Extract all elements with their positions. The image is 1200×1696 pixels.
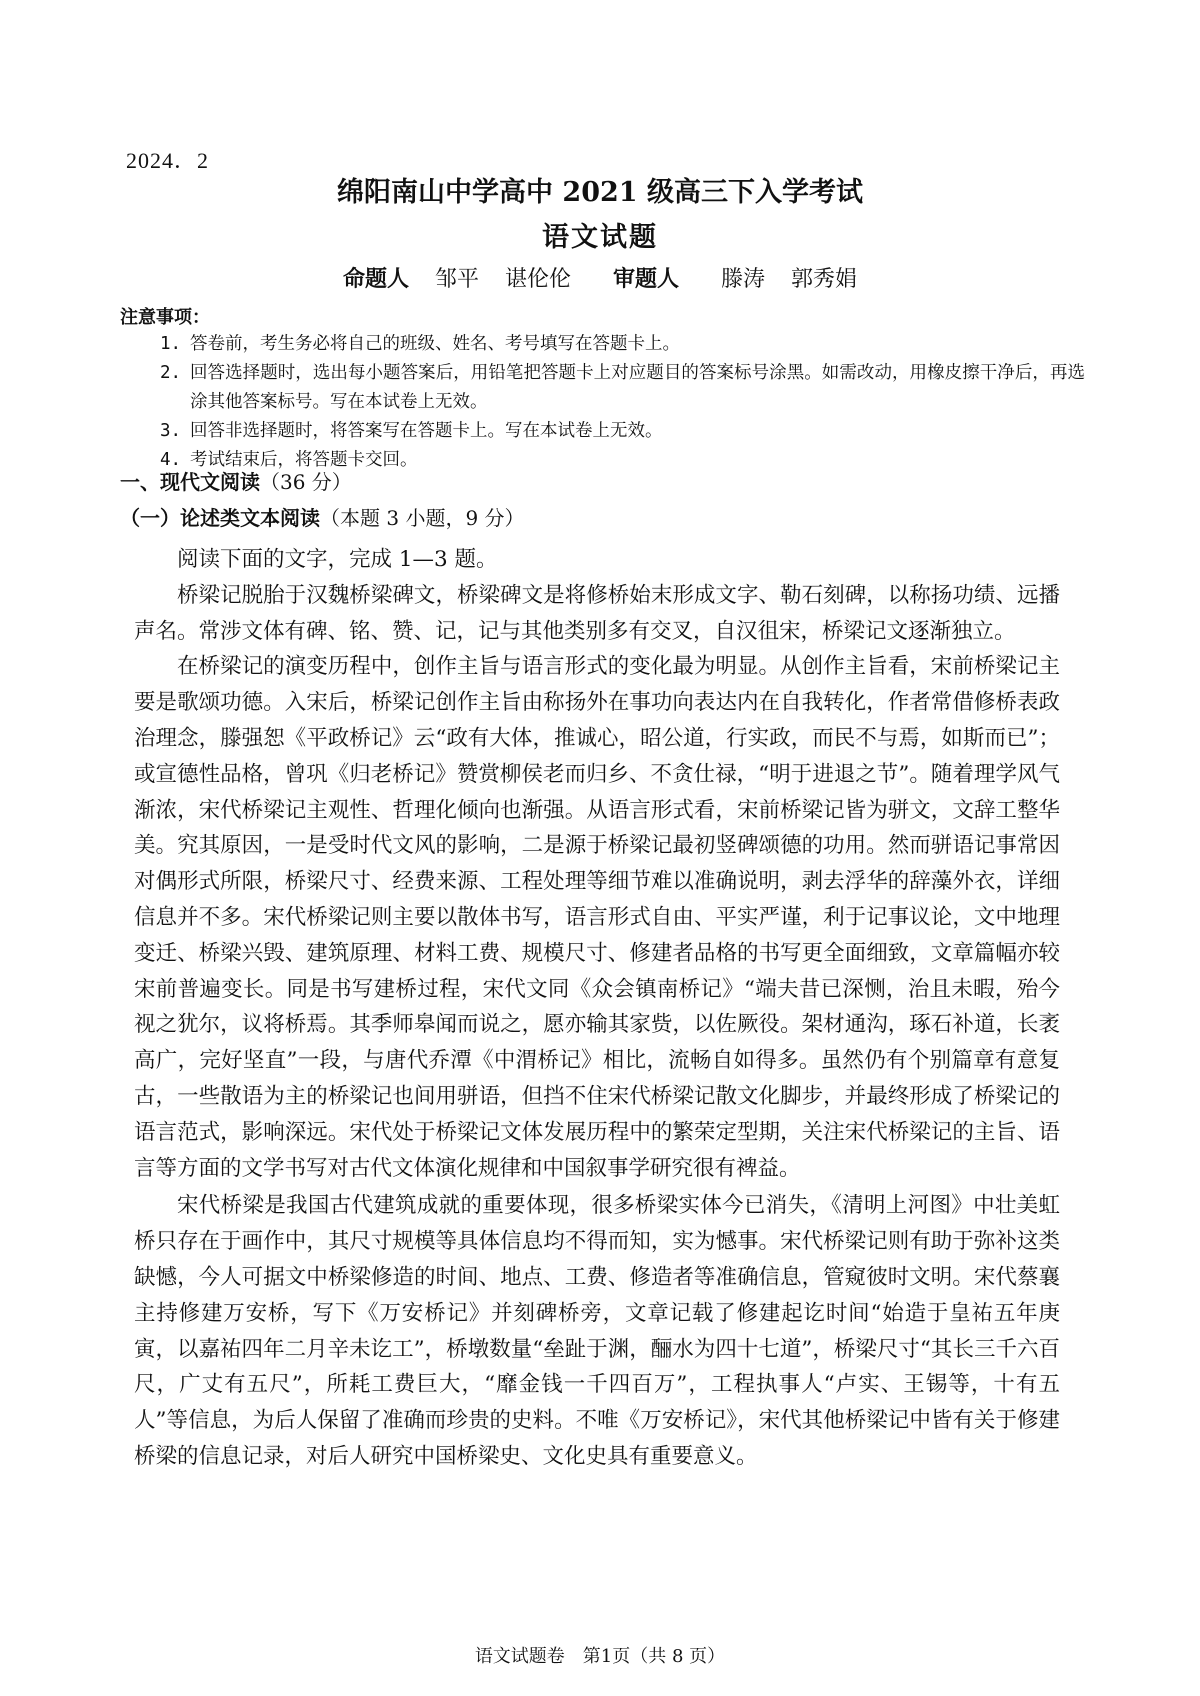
author-name: 谌伦伦 (504, 267, 571, 292)
notice-item-text: 回答选择题时，选出每小题答案后，用铅笔把答题卡上对应题目的答案标号涂黑。如需改动，用橡皮擦干净后，再选涂其他答案标号。写在本试卷上无效。 (190, 363, 1085, 412)
notice-heading: 注意事项： (120, 307, 210, 328)
notice-item-number: 3. (160, 421, 182, 441)
notice-item-number: 4. (160, 450, 182, 470)
reviewer-name: 郭秀娟 (791, 267, 858, 292)
notice-item-text: 回答非选择题时，将答案写在答题卡上。写在本试卷上无效。 (190, 421, 663, 441)
passage-paragraph: 宋代桥梁是我国古代建筑成就的重要体现，很多桥梁实体今已消失，《清明上河图》中壮美虹桥只存在于画作中，其尺寸规模等具体信息均不得而知，实为憾事。宋代桥梁记则有助于弥补这类缺憾，今人可据文中桥梁修造的时间、地点、工费、修造者等准确信息，管窥彼时文明。宋代蔡襄主持修建万安桥，写下《万安桥记》并刻碑桥旁，文章记载了修建起讫时间“始造于皇祐五年庚寅，以嘉祐四年二月辛未讫工”，桥墩数量“垒趾于渊，酾水为四十七道”，桥梁尺寸“其长三千六百尺，广丈有五尺”，所耗工费巨大，“靡金钱一千四百万”，工程执事人“卢实、王锡等，十有五人”等信息，为后人保留了准确而珍贵的史料。不唯《万安桥记》，宋代其他桥梁记中皆有关于修建桥梁的信息记录，对后人研究中国桥梁史、文化史具有重要意义。 (134, 1193, 1060, 1469)
subsection-heading (120, 502, 525, 531)
notice-item-number: 2. (160, 363, 182, 383)
reading-passage (134, 542, 1060, 1475)
subsection-points: （本题 3 小题，9 分） (320, 506, 525, 530)
exam-date: 2024．2 (126, 148, 210, 173)
notice-item-text: 答卷前，考生务必将自己的班级、姓名、考号填写在答题卡上。 (190, 334, 680, 354)
section-heading (120, 466, 352, 495)
reviewer-name: 滕涛 (721, 267, 766, 292)
notice-item (160, 359, 1085, 417)
section-title: 一、现代文阅读 (120, 470, 260, 494)
page-footer: 语文试题卷 第1页（共 8 页） (474, 1646, 726, 1667)
author-role-label: 命题人 (342, 266, 409, 292)
authors-line (0, 262, 1200, 293)
subsection-title: （一）论述类文本阅读 (120, 506, 320, 530)
author-name: 邹平 (434, 267, 479, 292)
exam-subtitle: 语文试题 (542, 222, 658, 253)
passage-instruction: 阅读下面的文字，完成 1—3 题。 (177, 547, 498, 572)
notice-item-text: 考试结束后，将答题卡交回。 (190, 450, 418, 470)
notice-item (160, 330, 1085, 359)
notice-item (160, 417, 1085, 446)
section-points: （36 分） (260, 470, 352, 494)
notice-item-number: 1. (160, 334, 182, 354)
passage-paragraph: 桥梁记脱胎于汉魏桥梁碑文，桥梁碑文是将修桥始末形成文字、勒石刻碑，以称扬功绩、远播声名。常涉文体有碑、铭、赞、记，记与其他类别多有交叉，自汉徂宋，桥梁记文逐渐独立。 (134, 582, 1060, 644)
notice-list (160, 330, 1085, 475)
passage-paragraph: 在桥梁记的演变历程中，创作主旨与语言形式的变化最为明显。从创作主旨看，宋前桥梁记主要是歌颂功德。入宋后，桥梁记创作主旨由称扬外在事功向表达内在自我转化，作者常借修桥表政治理念，滕强恕《平政桥记》云“政有大体，推诚心，昭公道，行实政，而民不与焉，如斯而已”；或宣德性品格，曾巩《归老桥记》赞赏柳侯老而归乡、不贪仕禄，“明于进退之节”。随着理学风气渐浓，宋代桥梁记主观性、哲理化倾向也渐强。从语言形式看，宋前桥梁记皆为骈文，文辞工整华美。究其原因，一是受时代文风的影响，二是源于桥梁记最初竖碑颂德的功用。然而骈语记事常因对偶形式所限，桥梁尺寸、经费来源、工程处理等细节难以准确说明，剥去浮华的辞藻外衣，详细信息并不多。宋代桥梁记则主要以散体书写，语言形式自由、平实严谨，利于记事议论，文中地理变迁、桥梁兴毁、建筑原理、材料工费、规模尺寸、修建者品格的书写更全面细致，文章篇幅亦较宋前普遍变长。同是书写建桥过程，宋代文同《众会镇南桥记》“端夫昔已深恻，治且未暇，殆今视之犹尔，议将桥焉。其季师皋闻而说之，愿亦输其家赀，以佐厥役。架材通沟，琢石补道，长袤高广，完好坚直”一段，与唐代乔潭《中渭桥记》相比，流畅自如得多。虽然仍有个别篇章有意复古，一些散语为主的桥梁记也间用骈语，但挡不住宋代桥梁记散文化脚步，并最终形成了桥梁记的语言范式，影响深远。宋代处于桥梁记文体发展历程中的繁荣定型期，关注宋代桥梁记的主旨、语言等方面的文学书写对古代文体演化规律和中国叙事学研究很有裨益。 (134, 654, 1060, 1181)
exam-title: 绵阳南山中学高中 2021 级高三下入学考试 (337, 177, 863, 208)
reviewer-role-label: 审题人 (613, 266, 680, 292)
